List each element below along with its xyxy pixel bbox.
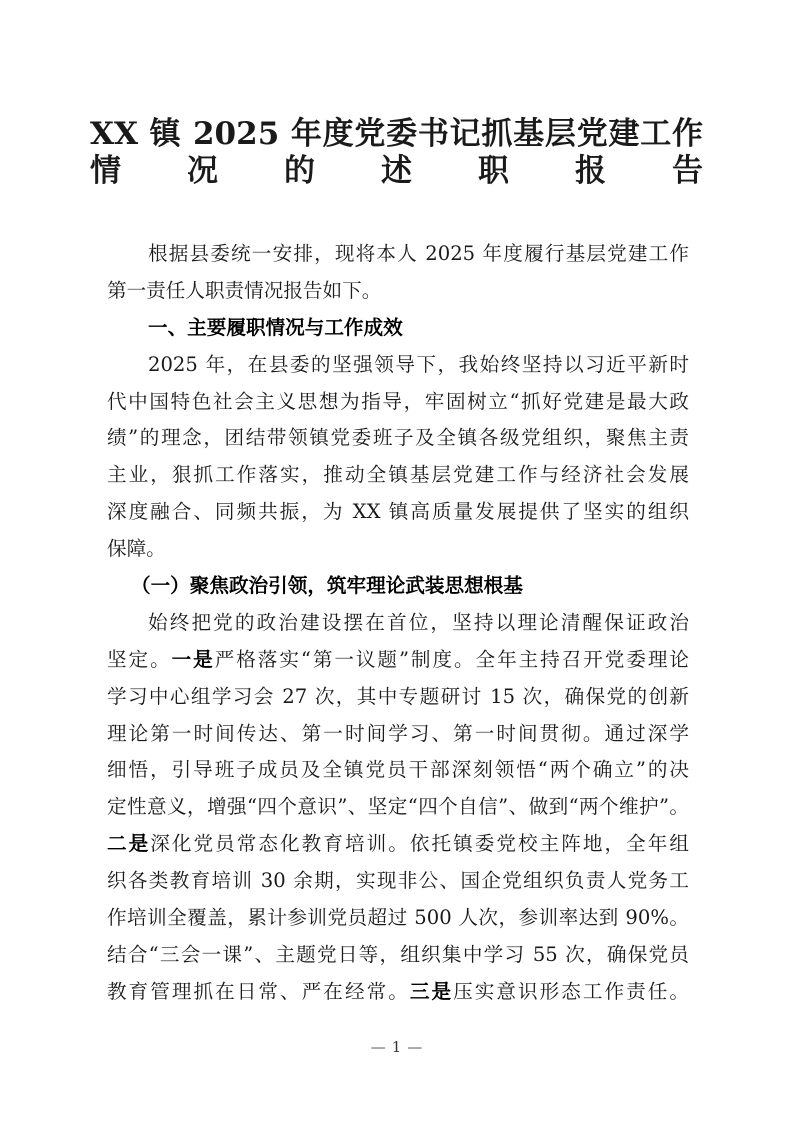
subsection1-line-7 xyxy=(107,826,689,863)
text-run: 深化党员常态化教育培训。依托镇委党校主阵地，全年组 xyxy=(150,832,690,856)
text-run: 严格落实“第一议题”制度。全年主持召开党委理论 xyxy=(214,647,689,671)
title-line-2: 情况的述职报告 xyxy=(90,152,703,189)
subsection-heading-1: （一）聚焦政治引领，筑牢理论武装思想根基 xyxy=(131,574,523,598)
document-title xyxy=(90,112,703,189)
keyword-third: 三是 xyxy=(409,979,454,1003)
section1-line-3: 绩”的理念，团结带领镇党委班子及全镇各级党组织，聚焦主责 xyxy=(107,426,689,450)
subsection1-line-9: 作培训全覆盖，累计参训党员超过 500 人次，参训率达到 90%。 xyxy=(107,906,689,930)
document-body xyxy=(107,236,689,1011)
intro-line-2: 第一责任人职责情况报告如下。 xyxy=(107,278,382,302)
subsection1-line-5: 细悟，引导班子成员及全镇党员干部深刻领悟“两个确立”的决 xyxy=(107,758,689,782)
text-run: 坚定。 xyxy=(107,647,172,671)
keyword-second: 二是 xyxy=(107,832,151,856)
section1-line-6: 保障。 xyxy=(107,537,166,561)
page-number: 1 xyxy=(391,1038,402,1056)
page-footer xyxy=(0,1038,793,1056)
intro-line-1: 根据县委统一安排，现将本人 2025 年度履行基层党建工作 xyxy=(148,242,689,265)
subsection1-line-8: 织各类教育培训 30 余期，实现非公、国企党组织负责人党务工 xyxy=(107,869,689,893)
footer-dash-right: — xyxy=(407,1038,423,1056)
section1-line-5: 深度融合、同频共振，为 XX 镇高质量发展提供了坚实的组织 xyxy=(107,500,689,524)
text-run: 压实意识形态工作责任。 xyxy=(453,979,690,1003)
subsection1-line-2 xyxy=(107,642,689,679)
section1-line-1: 2025 年，在县委的坚强领导下，我始终坚持以习近平新时 xyxy=(148,352,689,376)
section1-line-4: 主业，狠抓工作落实，推动全镇基层党建工作与经济社会发展 xyxy=(107,463,689,487)
text-run: 教育管理抓在日常、严在经常。 xyxy=(107,979,410,1003)
subsection1-line-4: 理论第一时间传达、第一时间学习、第一时间贯彻。通过深学 xyxy=(107,721,689,745)
subsection1-line-1: 始终把党的政治建设摆在首位，坚持以理论清醒保证政治 xyxy=(148,610,689,634)
subsection1-line-6: 定性意义，增强“四个意识”、坚定“四个自信”、做到“两个维护”。 xyxy=(107,795,689,819)
title-line-1: XX 镇 2025 年度党委书记抓基层党建工作 xyxy=(90,116,703,152)
section1-line-2: 代中国特色社会主义思想为指导，牢固树立“抓好党建是最大政 xyxy=(107,389,689,413)
section-heading-1: 一、主要履职情况与工作成效 xyxy=(148,315,403,339)
keyword-first: 一是 xyxy=(171,647,215,671)
footer-dash-left: — xyxy=(370,1038,386,1056)
subsection1-line-3: 学习中心组学习会 27 次，其中专题研讨 15 次，确保党的创新 xyxy=(107,684,689,708)
subsection1-line-11 xyxy=(107,974,689,1011)
subsection1-line-10: 结合“三会一课”、主题党日等，组织集中学习 55 次，确保党员 xyxy=(107,942,689,966)
